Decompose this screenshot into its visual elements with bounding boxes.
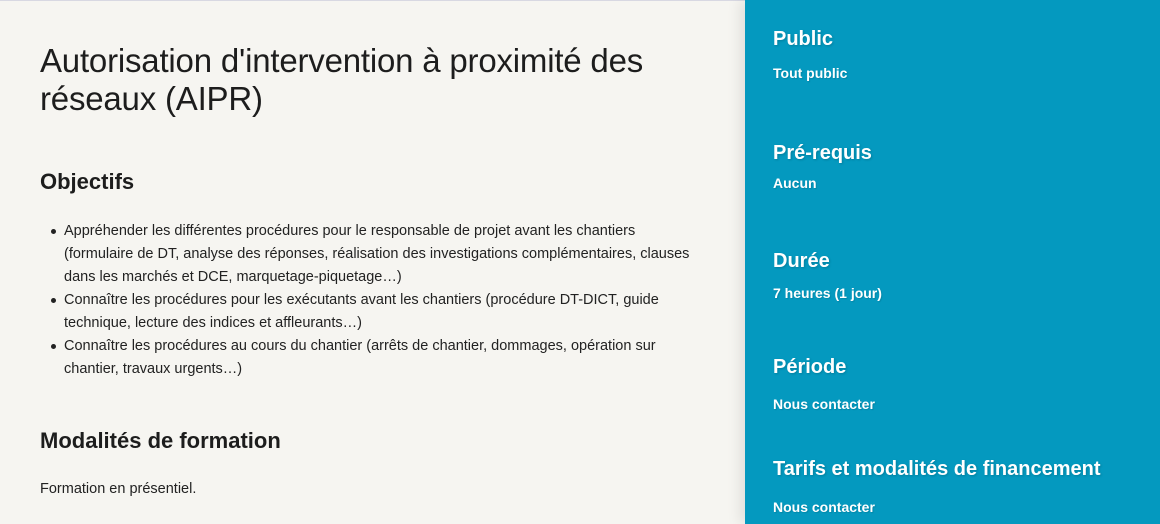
duree-value: 7 heures (1 jour) [773, 285, 882, 301]
objectives-list [40, 220, 700, 381]
tarifs-value: Nous contacter [773, 499, 875, 515]
public-label: Public [773, 28, 834, 50]
tarifs-label: Tarifs et modalités de financement [773, 458, 1101, 480]
modalites-text: Formation en présentiel. [40, 481, 197, 497]
list-item: Connaître les procédures pour les exécutants avant les chantiers (procédure DT-DICT, guide technique, lecture des indices et affleurants…) [40, 289, 700, 335]
duree-label: Durée [773, 250, 830, 272]
objectives-heading: Objectifs [40, 169, 135, 194]
periode-value: Nous contacter [773, 396, 875, 412]
modalites-heading: Modalités de formation [40, 428, 281, 453]
public-value: Tout public [773, 65, 848, 81]
page-title: Autorisation d'intervention à proximité des réseaux (AIPR) [40, 42, 644, 117]
prerequis-label: Pré-requis [773, 142, 872, 164]
list-item: Appréhender les différentes procédures pour le responsable de projet avant les chantiers (formulaire de DT, analyse des réponses, réalisation des investigations complémentaires, clauses dans les marchés et DCE, marquetage-piquetage…) [40, 220, 700, 289]
periode-label: Période [773, 356, 847, 378]
info-sidebar [745, 0, 1160, 524]
list-item: Connaître les procédures au cours du chantier (arrêts de chantier, dommages, opération sur chantier, travaux urgents…) [40, 335, 700, 381]
prerequis-value: Aucun [773, 175, 817, 191]
